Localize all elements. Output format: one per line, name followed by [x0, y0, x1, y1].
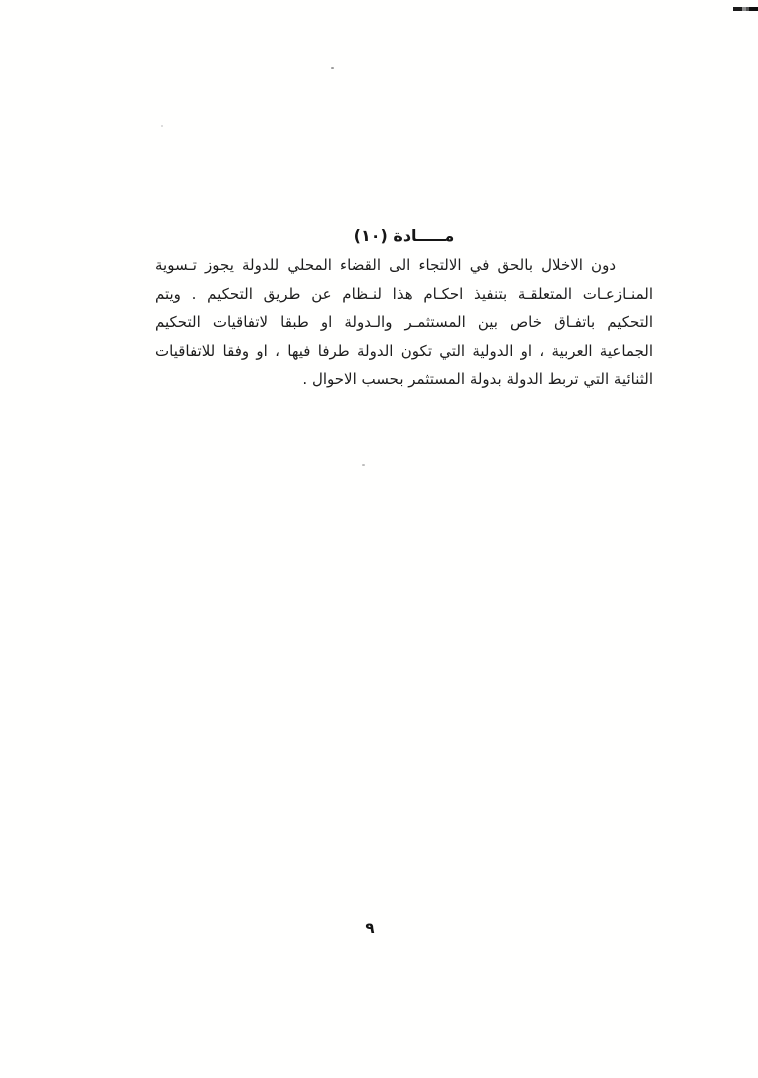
scan-edge-artifact: [733, 7, 758, 11]
scan-speck: [362, 464, 365, 466]
body-line: التحكيم باتفـاق خاص بين المستثمـر والـدولة او طبقا لاتفاقيات التحكيم: [155, 313, 653, 332]
article-block: [155, 224, 653, 394]
body-line: الثنائية التي تربط الدولة بدولة المستثمر بحسب الاحوال .: [302, 370, 653, 389]
body-line: دون الاخلال بالحق في الالتجاء الى القضاء المحلي للدولة يجوز تـسوية: [155, 256, 616, 274]
body-line: الجماعية العربية ، او الدولية التي تكون الدولة طرفا فيها ، او وفقا للاتفاقيات: [155, 341, 653, 360]
scan-speck: [161, 125, 163, 127]
body-line: المنـازعـات المتعلقـة بتنفيذ احكـام هذا لنـظام عن طريق التحكيم . ويتم: [155, 284, 653, 303]
page-number: ٩: [365, 919, 375, 937]
scan-speck: [331, 67, 334, 69]
article-heading: مـــــادة (١٠): [353, 226, 455, 245]
